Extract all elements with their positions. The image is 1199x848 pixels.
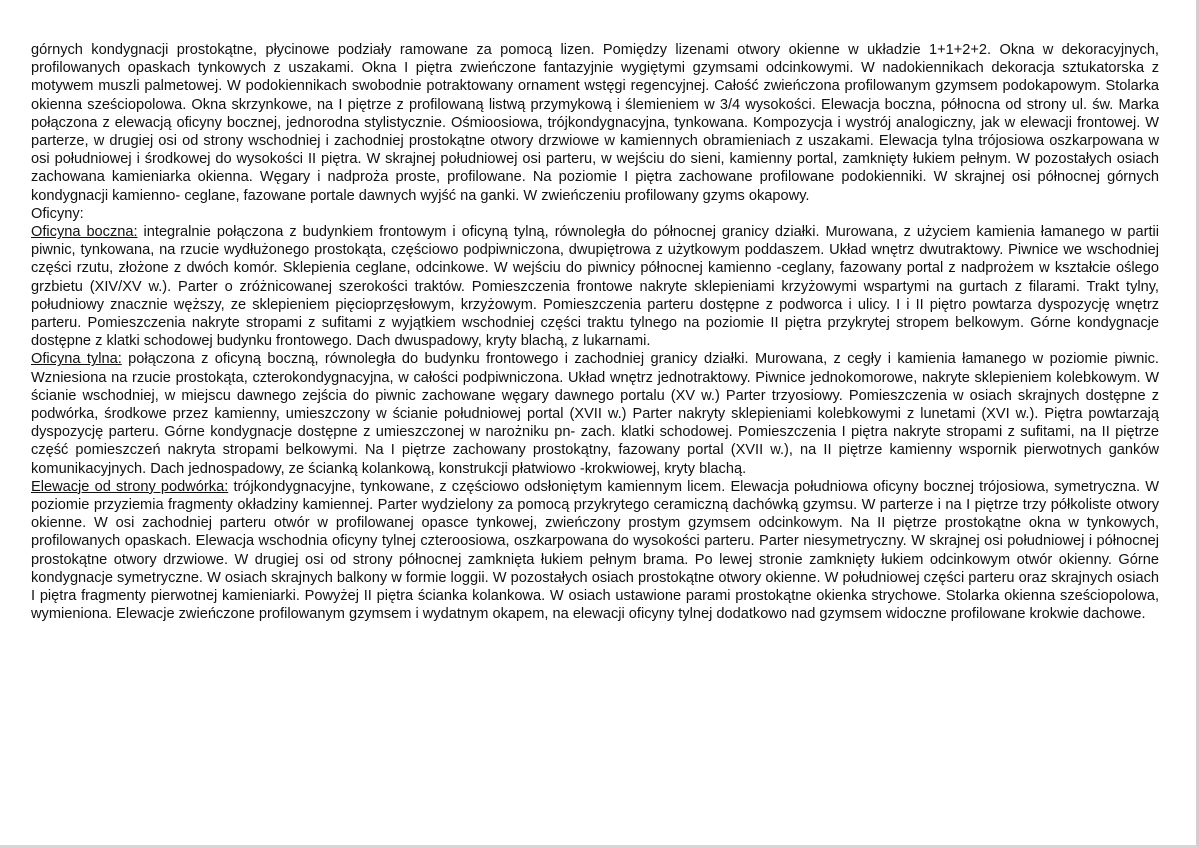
courtyard-label: Elewacje od strony podwórka: (31, 478, 229, 495)
rear-wing-paragraph (31, 350, 1159, 477)
courtyard-text: trójkondygnacyjne, tynkowane, z częściowo odsłoniętym kamiennym licem. Elewacja południowa oficyny bocznej trójosiowa, symetryczna. W poziomie przyziemia fragmenty okładziny kamiennej. Parter wydzielony za pomocą przykrytego ceramiczną dachówką gzymsu. W parterze i na I piętrze trzy półkoliste otwory okienne. W osi zachodniej parteru otwór w profilowanej opasce tynkowej, zwieńczony prostym gzymsem odcinkowym. Na II piętrze prostokątne okna w tynkowych, profilowanych opaskach. Elewacja wschodnia oficyny tylnej czteroosiowa, oszkarpowana do wysokości parteru. Parter niesymetryczny. W skrajnej osi południowej i północnej prostokątne otwory drzwiowe. W drugiej osi od strony północnej zamknięta łukiem pełnym brama. Po lewej stronie zamknięty łukiem odcinkowym otwór okienny. Górne kondygnacje symetryczne. W osiach skrajnych balkony w formie loggii. W pozostałych osiach prostokątne otwory okienne. W południowej części parteru oraz skrajnych osiach I piętra fragmenty pierwotnej kamieniarki. Powyżej II piętra ścianka kolankowa. W osiach ustawione parami prostokątne okienka strychowe. Stolarka okienna sześciopolowa, wymieniona. Elewacje zwieńczone profilowanym gzymsem i wydatnym okapem, na elewacji oficyny tylnej dodatkowo nad gzymsem widoczne profilowane krokwie dachowe. (31, 478, 1159, 623)
section-heading-oficyny: Oficyny: (31, 205, 84, 222)
side-wing-text: integralnie połączona z budynkiem frontowym i oficyną tylną, równoległa do północnej granicy działki. Murowana, z użyciem kamienia łamanego w partii piwnic, tynkowana, na rzucie wydłużonego prostokąta, częściowo podpiwniczona, dwupiętrowa z użytkowym poddaszem. Układ wnętrz dwutraktowy. Piwnice we wschodniej części rzutu, złożone z dwóch komór. Sklepienia ceglane, odcinkowe. W wejściu do piwnicy północnej kamienno -ceglany, fazowany portal z nadprożem w kształcie oślego grzbietu (XIV/XV w.). Parter o zróżnicowanej szerokości traktów. Pomieszczenia frontowe nakryte sklepieniami krzyżowymi wspartymi na gurtach z filarami. Trakt tylny, południowy znacznie węższy, ze sklepieniem pięcioprzęsłowym, krzyżowym. Pomieszczenia parteru dostępne z podworca i ulicy. I i II piętro powtarza dyspozycję wnętrz parteru. Pomieszczenia nakryte stropami z sufitami z wyjątkiem wschodniej części traktu tylnego na poziomie II piętra przykrytej stropem belkowym. Górne kondygnacje dostępne z klatki schodowej budynku frontowego. Dach dwuspadowy, kryty blachą, z lukarnami. (31, 224, 1159, 350)
side-wing-paragraph (31, 223, 1159, 350)
courtyard-paragraph (31, 478, 1159, 624)
document-body (31, 41, 1159, 624)
intro-paragraph: górnych kondygnacji prostokątne, płycinowe podziały ramowane za pomocą lizen. Pomiędzy lizenami otwory okienne w układzie 1+1+2+2. Okna w dekoracyjnych, profilowanych opaskach tynkowych z uszakami. Okna I piętra zwieńczone fantazyjnie wygiętymi gzymsami odcinkowymi. W nadokiennikach dekoracja sztukatorska z motywem muszli palmetowej. W podokiennikach swobodnie potraktowany ornament wstęgi regencyjnej. Całość zwieńczona profilowanym gzymsem podokapowym. Stolarka okienna sześciopolowa. Okna skrzynkowe, na I piętrze z profilowaną listwą przymykową i ślemieniem w 3/4 wysokości. Elewacja boczna, północna od strony ul. św. Marka połączona z elewacją oficyny bocznej, jednorodna stylistycznie. Ośmioosiowa, trójkondygnacyjna, tynkowana. Kompozycja i wystrój analogiczny, jak w elewacji frontowej. W parterze, w drugiej osi od strony wschodniej i zachodniej prostokątne otwory drzwiowe w kamiennych obramieniach z uszakami. Elewacja tylna trójosiowa oszkarpowana w osi południowej i środkowej do wysokości II piętra. W skrajnej południowej osi parteru, w wejściu do sieni, kamienny portal, zamknięty łukiem pełnym. W pozostałych osiach zachowana kamieniarka okienna. Węgary i nadproża proste, profilowane. Na poziomie I piętra zachowane profilowane podokienniki. W skrajnej osi północnej górnych kondygnacji kamienno- ceglane, fazowane portale dawnych wyjść na ganki. W zwieńczeniu profilowany gzyms okapowy. (31, 42, 1159, 204)
rear-wing-text: połączona z oficyną boczną, równoległa do budynku frontowego i zachodniej granicy działki. Murowana, z cegły i kamienia łamanego w poziomie piwnic. Wzniesiona na rzucie prostokąta, czterokondygnacyjna, w całości podpiwniczona. Układ wnętrz jednotraktowy. Piwnice jednokomorowe, nakryte sklepieniem kolebkowym. W ścianie wschodniej, w miejscu dawnego zejścia do piwnic zachowane węgary dawnego portalu (XV w.) Parter trzyosiowy. Pomieszczenia w osiach skrajnych dostępne z podwórka, środkowe przez kamienny, umieszczony w ścianie południowej portal (XVII w.) Parter nakryty sklepieniami kolebkowymi z lunetami (XVI w.). Piętra powtarzają dyspozycję parteru. Górne kondygnacje dostępne z umieszczonej w narożniku pn- zach. klatki schodowej. Pomieszczenia I piętra nakryte stropami z sufitami, na II piętrze część pomieszczeń nakryta stropami belkowymi. Na I piętrze zachowany prostokątny, fazowany portal (XVII w.), na II piętrze kamienny wspornik pierwotnych ganków komunikacyjnych. Dach jednospadowy, ze ścianką kolankową, konstrukcji płatwiowo -krokwiowej, kryty blachą. (31, 351, 1159, 477)
rear-wing-label: Oficyna tylna: (31, 351, 122, 368)
side-wing-label: Oficyna boczna: (31, 224, 138, 241)
